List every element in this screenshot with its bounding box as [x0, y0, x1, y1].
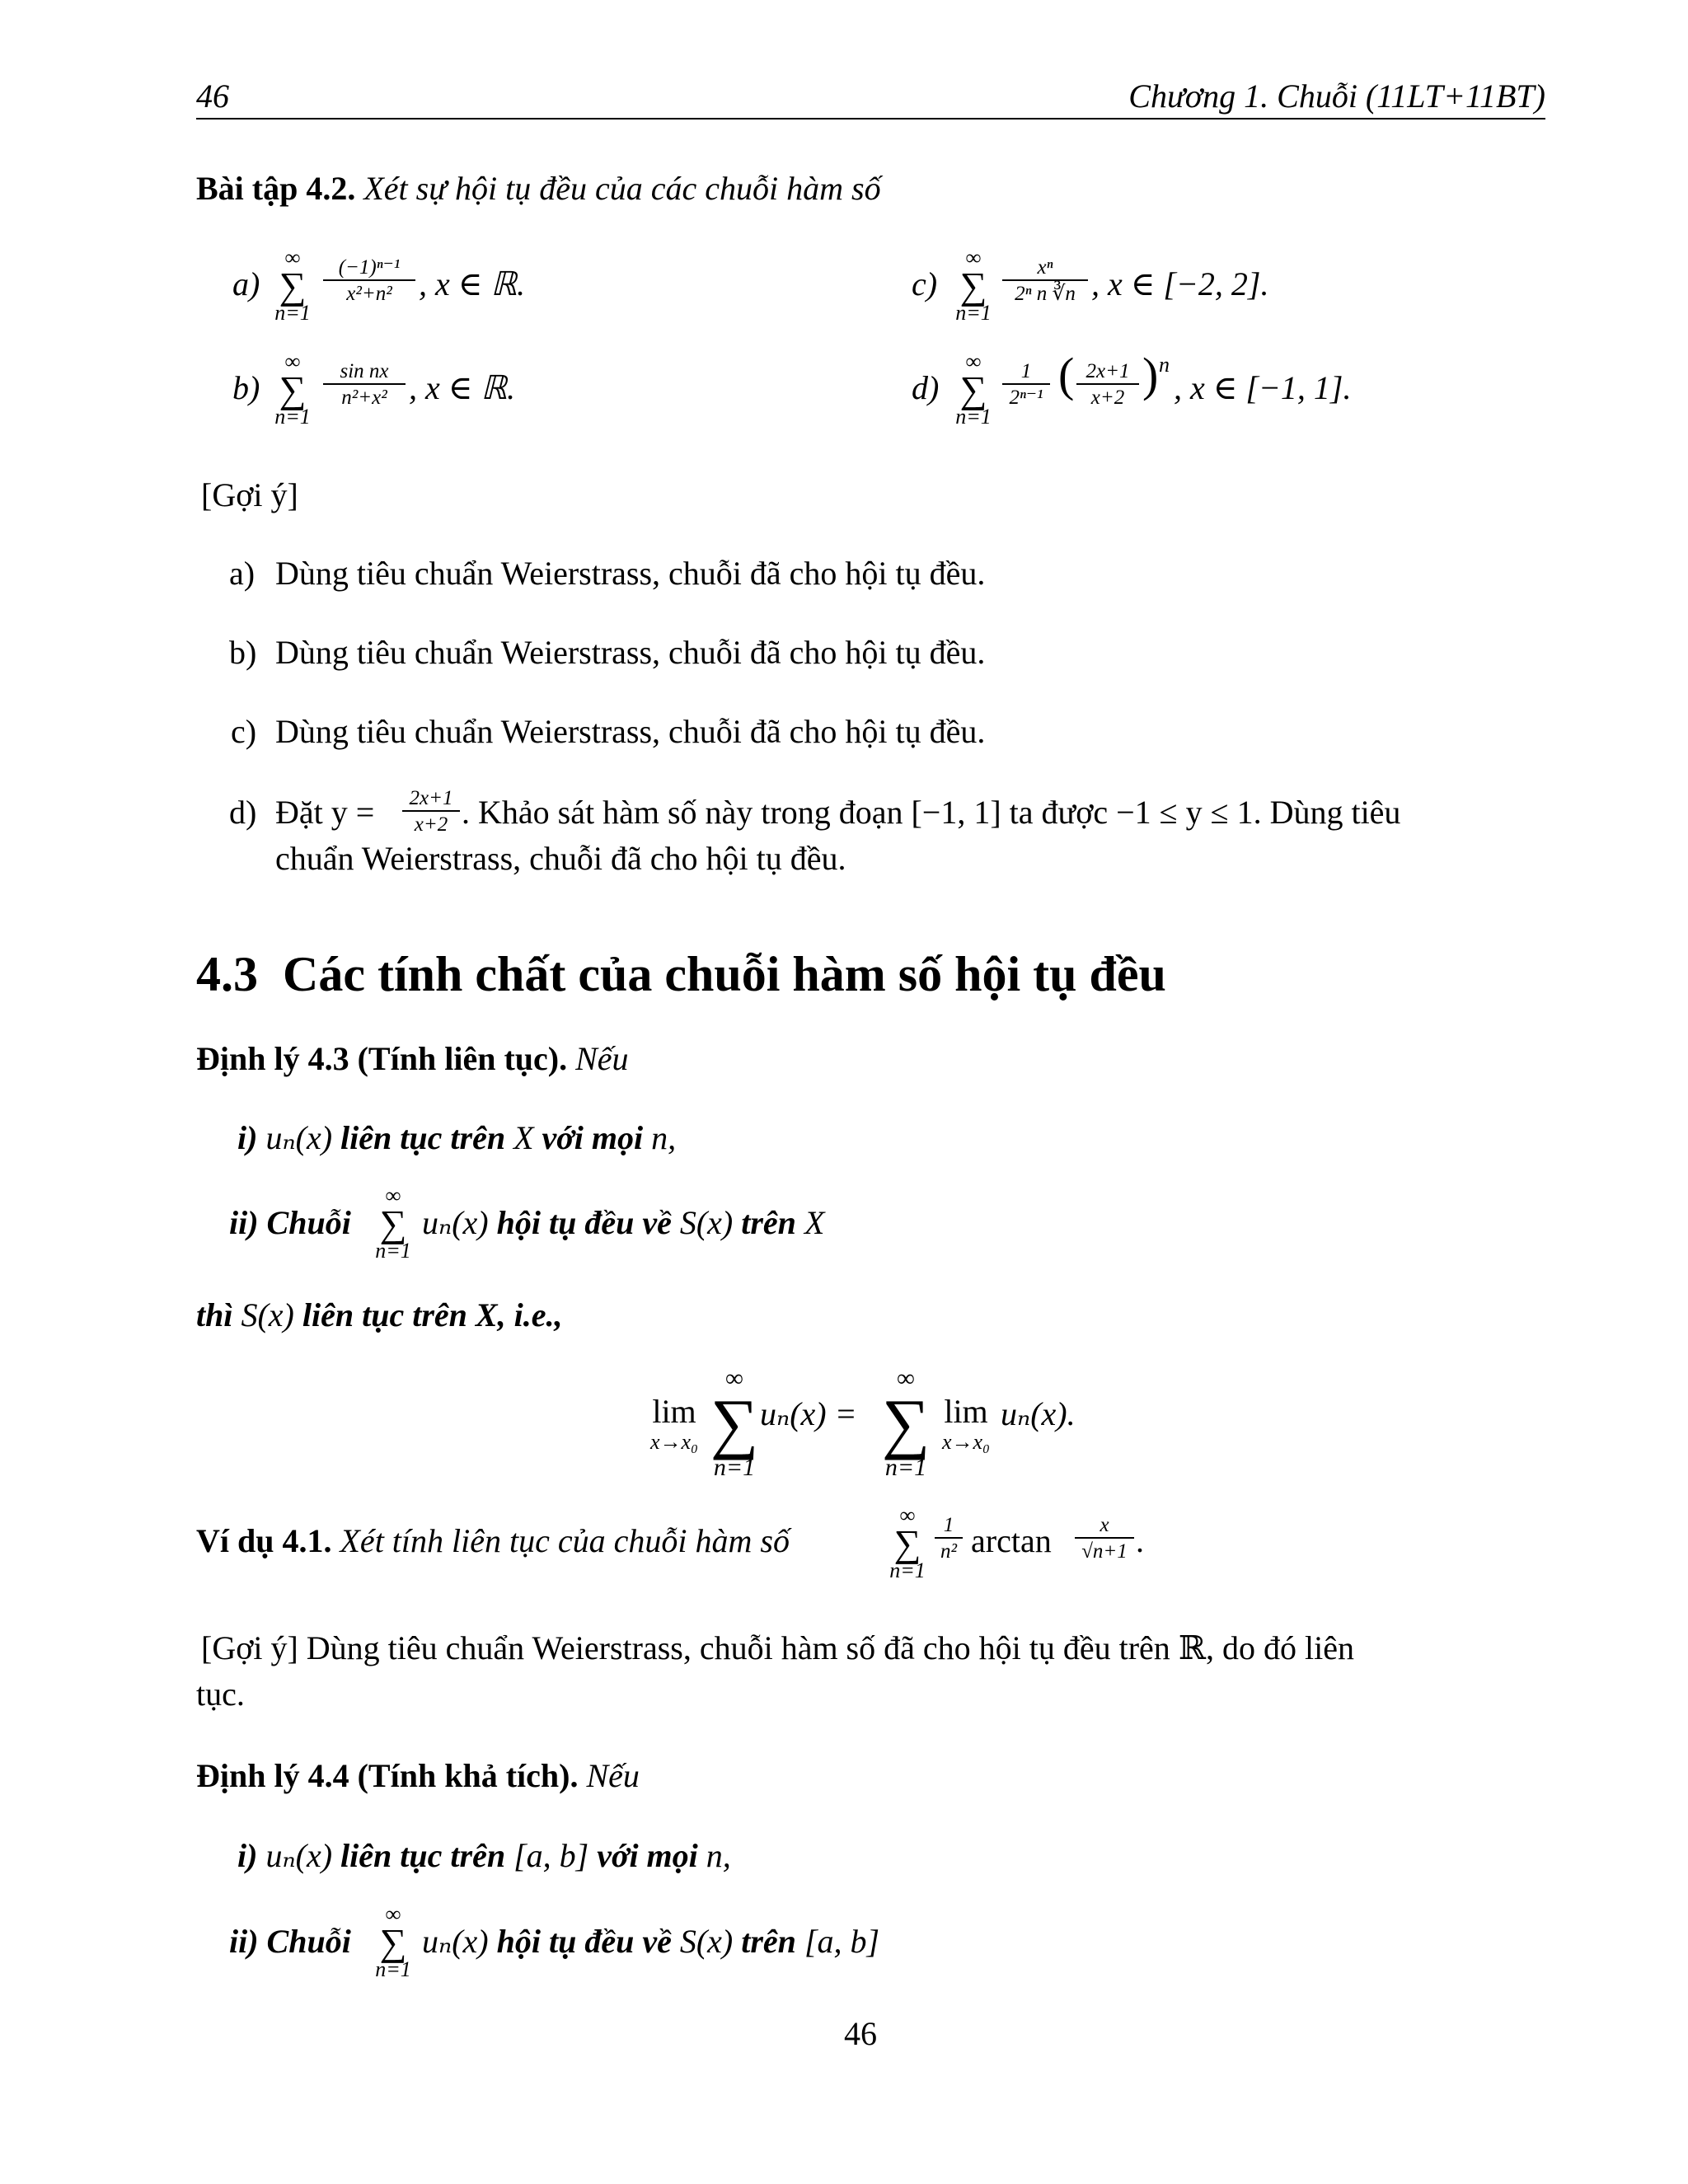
example-label: Ví dụ 4.1. — [196, 1522, 332, 1559]
exercise-heading — [196, 170, 881, 208]
example-heading — [196, 1522, 790, 1560]
theorem-heading — [196, 1757, 640, 1795]
exercise-label: Bài tập 4.2. — [196, 170, 356, 207]
header-page-number: 46 — [196, 77, 229, 115]
sum-symbol: ∞ ∑ n=1 — [881, 1365, 931, 1481]
coef-fraction: $\frac{1}{\text{2ⁿ⁻¹}}$ — [1002, 361, 1050, 408]
example-hint-line1: [Gợi ý] Dùng tiêu chuẩn Weierstrass, chuỗi hàm số đã cho hội tụ đều trên ℝ, do đó liên — [201, 1629, 1355, 1666]
hint-item-letter: a) — [229, 555, 256, 592]
theorem-lead: Nếu — [575, 1040, 629, 1077]
example-end: . — [1136, 1522, 1144, 1559]
hint-label: [Gợi ý] — [201, 476, 298, 513]
open-paren: ( — [1058, 348, 1075, 401]
arg-fraction: $\frac{x}{√n+1}$ — [1075, 1515, 1134, 1562]
footer-page-number: 46 — [844, 2015, 877, 2052]
theorem-item-i: i) uₙ(x) liên tục trên X với mọi n, — [237, 1119, 677, 1156]
hint-item-text: . Khảo sát hàm số này trong đoạn [−1, 1] ta được −1 ≤ y ≤ 1. Dùng tiêu — [462, 794, 1401, 831]
power-exponent: n — [1159, 353, 1170, 377]
hint-item-text: Dùng tiêu chuẩn Weierstrass, chuỗi đã cho hội tụ đều. — [275, 555, 986, 592]
hint-item-text: Dùng tiêu chuẩn Weierstrass, chuỗi đã cho hội tụ đều. — [275, 713, 986, 750]
theorem-item-ii-text: uₙ(x) hội tụ đều về S(x) trên [a, b] — [422, 1923, 880, 1960]
sum-symbol: ∞ ∑ n=1 — [955, 246, 992, 326]
sum-symbol: ∞ ∑ n=1 — [274, 349, 311, 429]
hint-item-text-continued: chuẩn Weierstrass, chuỗi đã cho hội tụ đều. — [275, 840, 846, 877]
sum-symbol: ∞ ∑ n=1 — [889, 1503, 926, 1583]
sum-symbol: ∞ ∑ n=1 — [375, 1183, 411, 1263]
theorem-item-ii-text: uₙ(x) hội tụ đều về S(x) trên X — [422, 1204, 825, 1241]
arctan-function: arctan — [971, 1522, 1052, 1559]
exercise-item-letter: c) — [912, 265, 938, 302]
display-end: uₙ(x). — [1001, 1395, 1076, 1432]
theorem-lead: Nếu — [586, 1757, 640, 1794]
coef-fraction: $\frac{1}{\text{n²}}$ — [935, 1515, 963, 1562]
theorem-item-i: i) uₙ(x) liên tục trên [a, b] với mọi n, — [237, 1837, 731, 1874]
theorem-heading — [196, 1040, 629, 1078]
exercise-prompt: Xét sự hội tụ đều của các chuỗi hàm số — [363, 170, 881, 207]
term-fraction: $\frac{\text{xⁿ}}{\text{2ⁿ n ∛n}}$ — [1002, 257, 1088, 304]
theorem-conclusion: thì S(x) liên tục trên X, i.e., — [196, 1296, 563, 1333]
section-heading — [196, 946, 1166, 1003]
header-rule — [196, 118, 1545, 120]
exercise-item-domain: , x ∈ [−1, 1]. — [1174, 369, 1352, 406]
sum-symbol: ∞ ∑ n=1 — [955, 349, 992, 429]
exercise-item-letter: d) — [912, 369, 940, 406]
hint-item-letter: c) — [231, 713, 257, 750]
term-fraction: $\frac{\text{(−1)ⁿ⁻¹}}{\text{x²+n²}}$ — [323, 257, 415, 304]
exercise-item-domain: , x ∈ ℝ. — [409, 369, 516, 406]
display-middle: uₙ(x) = — [760, 1395, 857, 1432]
limit-operator: lim x→x₀ — [649, 1393, 699, 1454]
theorem-label: Định lý 4.3 (Tính liên tục). — [196, 1040, 568, 1077]
theorem-label: Định lý 4.4 (Tính khả tích). — [196, 1757, 579, 1794]
section-number: 4.3 — [196, 947, 258, 1001]
example-text: Xét tính liên tục của chuỗi hàm số — [340, 1522, 790, 1559]
sum-symbol: ∞ ∑ n=1 — [375, 1902, 411, 1982]
limit-operator: lim x→x₀ — [941, 1393, 991, 1454]
sum-symbol: ∞ ∑ n=1 — [710, 1365, 759, 1481]
example-hint-line2: tục. — [196, 1675, 245, 1713]
hint-fraction: $\frac{2x+1}{x+2}$ — [402, 788, 460, 835]
close-paren: ) — [1142, 348, 1159, 401]
theorem-item-ii-label: ii) Chuỗi — [229, 1923, 351, 1960]
hint-item-text: Dùng tiêu chuẩn Weierstrass, chuỗi đã cho hội tụ đều. — [275, 634, 986, 671]
theorem-item-ii-label: ii) Chuỗi — [229, 1204, 351, 1241]
exercise-item-domain: , x ∈ ℝ. — [419, 265, 526, 302]
exercise-item-letter: b) — [232, 369, 260, 406]
hint-item-letter: d) — [229, 794, 257, 831]
exercise-item-domain: , x ∈ [−2, 2]. — [1091, 265, 1269, 302]
term-fraction: $\frac{\text{sin nx}}{\text{n²+x²}}$ — [323, 361, 406, 408]
hint-item-letter: b) — [229, 634, 257, 671]
header-chapter-title: Chương 1. Chuỗi (11LT+11BT) — [1128, 77, 1545, 115]
section-title: Các tính chất của chuỗi hàm số hội tụ đều — [283, 947, 1166, 1001]
hint-item-text: Đặt y = — [275, 794, 375, 831]
sum-symbol: ∞ ∑ n=1 — [274, 246, 311, 326]
exercise-item-letter: a) — [232, 265, 260, 302]
inner-fraction: $\frac{2x+1}{x+2}$ — [1076, 361, 1139, 408]
